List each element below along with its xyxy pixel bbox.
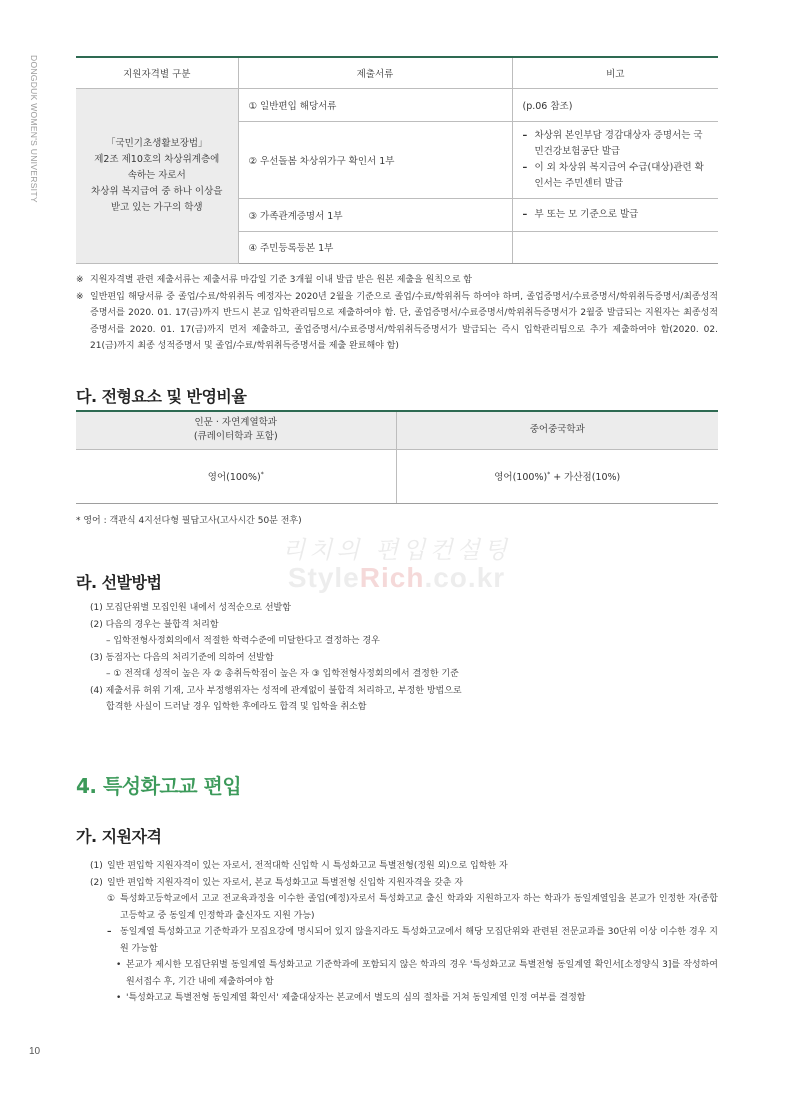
remark-cell: – 차상위 본인부담 경감대상자 증명서는 국민건강보험공단 발급 – 이 외 차상위 복지급여 수급(대상)관련 확인서는 주민센터 발급 (512, 121, 718, 198)
chinese-ratio: 영어(100%)* + 가산점(10%) (396, 449, 718, 503)
list-item: (2) 일반 편입학 지원자격이 있는 자로서, 본교 특성화고교 특별전형 신입학 지원자격을 갖춘 자 (90, 877, 464, 888)
note: ※ 지원자격별 관련 제출서류는 제출서류 마감일 기준 3개월 이내 발급 받은 원본 제출을 원칙으로 함 (76, 275, 472, 285)
english-footnote: * 영어 : 객관식 4지선다형 필답고사(고사시간 50분 전후) (76, 516, 302, 526)
list-item: (2) 다음의 경우는 불합격 처리함 (90, 619, 219, 630)
page-number: 10 (29, 1046, 41, 1057)
evaluation-table-header (76, 411, 718, 449)
side-label: DONGDUK WOMEN'S UNIVERSITY (29, 55, 39, 203)
list-item: ① 특성화고등학교에서 고교 전교육과정을 이수한 졸업(예정)자로서 특성화고교 출신 학과와 지원하고자 하는 학과가 동일계열임을 본교가 인정한 자(종합고등학교 중 동일계 인정학과 출신자도 지원 가능) (107, 894, 718, 921)
humanities-ratio: 영어(100%)* (76, 449, 396, 503)
header-humanities: 인문 · 자연계열학과 (큐레이터학과 포함) (76, 411, 396, 449)
evaluation-table (76, 410, 718, 504)
document-cell: ④ 주민등록등본 1부 (238, 231, 512, 263)
watermark-text: 리치의 편입컨설팅 (281, 536, 512, 564)
selection-list (90, 600, 462, 716)
section-da-title: 다. 전형요소 및 반영비율 (76, 387, 247, 406)
list-item: (4) 제출서류 허위 기재, 고사 부정행위자는 성적에 관계없이 불합격 처리하고, 부정한 방법으로 (90, 685, 462, 696)
documents-table (76, 56, 718, 264)
section-4-title: 4. 특성화고교 편입 (76, 774, 242, 798)
list-item: (1) 모집단위별 모집인원 내에서 성적순으로 선발함 (90, 603, 291, 613)
list-item: – 동일계열 특성화고교 기준학과가 모집요강에 명시되어 있지 않을지라도 특성화고교에서 해당 모집단위와 관련된 전문교과를 30단위 이상 이수한 경우 지원 가능함 (107, 927, 718, 954)
section-ga-title: 가. 지원자격 (76, 827, 162, 846)
list-item: – 입학전형사정회의에서 적절한 학력수준에 미달한다고 결정하는 경우 (106, 636, 380, 646)
eligibility-list (90, 858, 718, 1007)
remark-cell: (p.06 참조) (512, 88, 718, 121)
document-cell: ① 일반편입 해당서류 (238, 88, 512, 121)
header-remarks: 비고 (512, 57, 718, 88)
eligibility-category: 「국민기초생활보장법」 제2조 제10호의 차상위계층에 속하는 자로서 차상위 복지급여 중 하나 이상을 받고 있는 가구의 학생 (76, 88, 238, 263)
remark-cell: – 부 또는 모 기준으로 발급 (512, 198, 718, 231)
note: ※ 일반편입 해당서류 중 졸업/수료/학위취득 예정자는 2020년 2월을 기준으로 졸업/수료/학위취득 하여야 하며, 졸업증명서/수료증명서/학위취득증명서/최종성적증명서를 2020. 01. 17(금)까지 반드시 본교 입학관리팀으로 제출하여야 함. 단, 졸업증명서/수료증명서/학위취득증명서가 2월중 발급되는 지원자는 최종성적증명서를 2020. 01. 17(금)까지 먼저 제출하고, 졸업증명서/수료증명서/학위취득증명서가 발급되는 즉시 입학관리팀으로 추가 제출하여야 함(2020. 02. 21(금)까지 최종 성적증명서 및 졸업/수료/학위취득증명서를 제출 완료해야 함) (76, 291, 718, 351)
list-item: • '특성화고교 특별전형 동일계열 확인서' 제출대상자는 본교에서 별도의 심의 절차를 거쳐 동일계열 인정 여부를 결정함 (116, 993, 586, 1003)
watermark-logo: StyleRich.co.kr (287, 562, 506, 593)
header-documents: 제출서류 (238, 57, 512, 88)
table-row (76, 449, 718, 503)
documents-table-header (76, 57, 718, 88)
list-item: (1) 일반 편입학 지원자격이 있는 자로서, 전적대학 신입학 시 특성화고교 특별전형(정원 외)으로 입학한 자 (90, 861, 508, 871)
remark-cell (512, 231, 718, 263)
list-item: (3) 동점자는 다음의 처리기준에 의하여 선발함 (90, 652, 274, 663)
list-item: • 본교가 제시한 모집단위별 동일계열 특성화고교 기준학과에 포함되지 않은 학과의 경우 '특성화고교 특별전형 동일계열 확인서[소정양식 3]를 작성하여 원서접수 후, 기간 내에 제출하여야 함 (116, 960, 718, 987)
header-category: 지원자격별 구분 (76, 57, 238, 88)
table-row (76, 88, 718, 121)
document-cell: ③ 가족관계증명서 1부 (238, 198, 512, 231)
list-item: 합격한 사실이 드러날 경우 입학한 후에라도 합격 및 입학을 취소함 (106, 702, 367, 712)
section-ra-title: 라. 선발방법 (76, 573, 162, 592)
header-chinese: 중어중국학과 (396, 411, 718, 449)
document-cell: ② 우선돌봄 차상위가구 확인서 1부 (238, 121, 512, 198)
list-item: – ① 전적대 성적이 높은 자 ② 총취득학점이 높은 자 ③ 입학전형사정회의에서 결정한 기준 (106, 669, 459, 679)
notes (76, 272, 718, 355)
